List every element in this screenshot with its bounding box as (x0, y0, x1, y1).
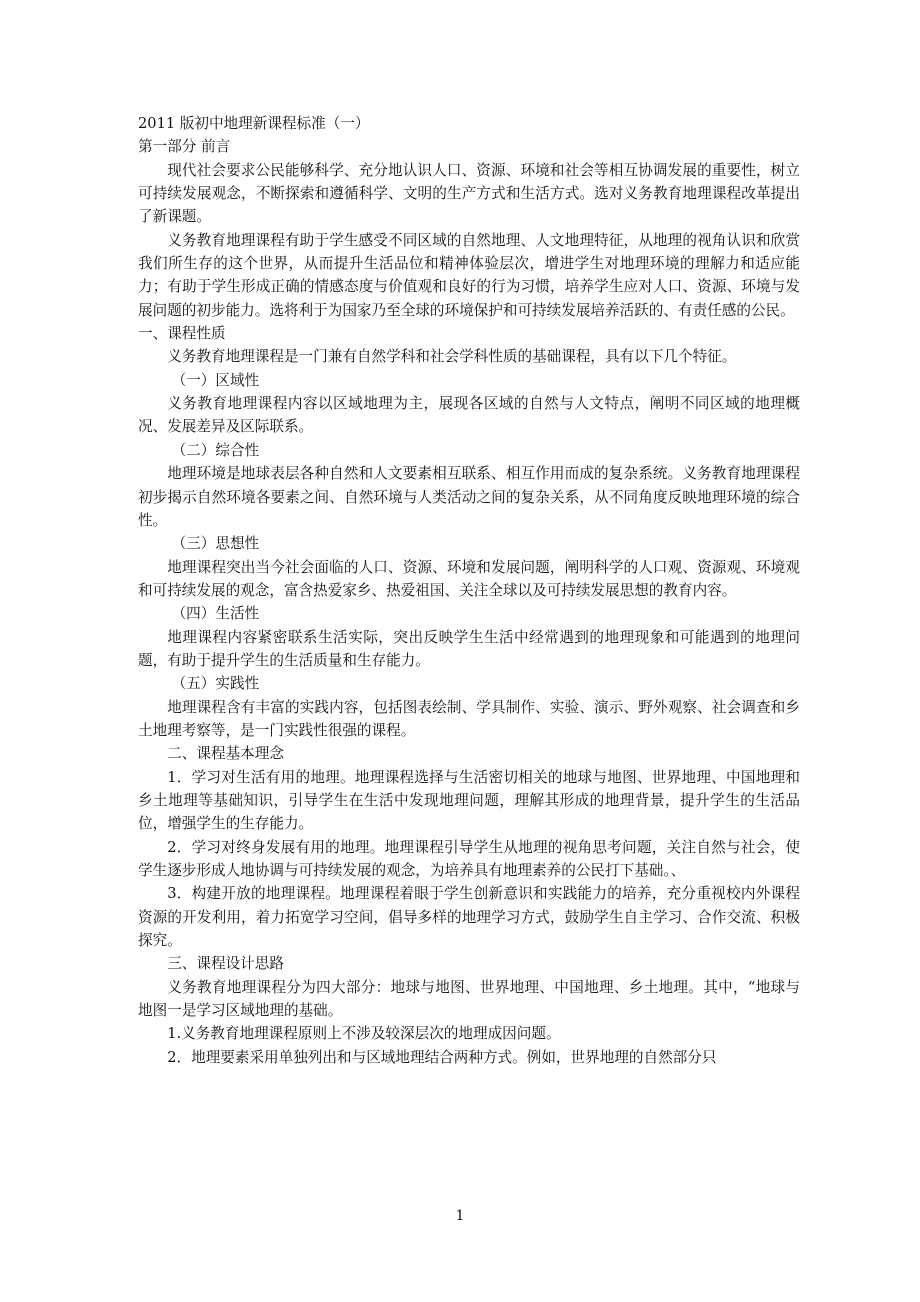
design-intro: 义务教育地理课程分为四大部分：地球与地图、世界地理、中国地理、乡土地理。其中，“地球与地图一是学习区域地理的基础。 (138, 978, 800, 1020)
concept-item: 1．学习对生活有用的地理。地理课程选择与生活密切相关的地球与地图、世界地理、中国地理和乡土地理等基础知识，引导学生在生活中发现地理问题，理解其形成的地理背景，提升学生的生活品位，增强学生的生存能力。 (138, 768, 800, 833)
preface-paragraph: 义务教育地理课程有助于学生感受不同区域的自然地理、人文地理特征，从地理的视角认识和欣赏我们所生存的这个世界，从而提升生活品位和精神体验层次，增进学生对地理环境的理解力和适应能力；有助于学生形成正确的情感态度与价值观和良好的行为习惯，培养学生应对人口、资源、环境与发展问题的初步能力。选将利于为国家乃至全球的环境保护和可持续发展培养活跃的、有责任感的公民。 (138, 231, 800, 319)
concept-item: 2．学习对终身发展有用的地理。地理课程引导学生从地理的视角思考问题，关注自然与社会，使学生逐步形成人地协调与可持续发展的观念，为培养具有地理素养的公民打下基础。、 (138, 838, 800, 879)
paragraph-practice: 地理课程含有丰富的实践内容，包括图表绘制、学具制作、实验、演示、野外观察、社会调查和乡土地理考察等，是一门实践性很强的课程。 (138, 698, 800, 739)
paragraph-life: 地理课程内容紧密联系生活实际，突出反映学生生活中经常遇到的地理现象和可能遇到的地理问题，有助于提升学生的生活质量和生存能力。 (138, 628, 800, 669)
concept-item: 3．构建开放的地理课程。地理课程着眼于学生创新意识和实践能力的培养，充分重视校内外课程资源的开发利用，着力拓宽学习空间，倡导多样的地理学习方式，鼓励学生自主学习、合作交流、积极探究。 (138, 885, 800, 950)
design-item: 2．地理要素采用单独列出和与区域地理结合两种方式。例如，世界地理的自然部分只 (167, 1048, 717, 1066)
paragraph-ideological: 地理课程突出当今社会面临的人口、资源、环境和发展问题，阐明科学的人口观、资源观、环境观和可持续发展的观念，富含热爱家乡、热爱祖国、关注全球以及可持续发展思想的教育内容。 (138, 558, 800, 599)
section-heading-nature: 一、课程性质 (138, 325, 226, 343)
preface-paragraph: 现代社会要求公民能够科学、充分地认识人口、资源、环境和社会等相互协调发展的重要性，树立可持续发展观念，不断探索和遵循科学、文明的生产方式和生活方式。选对义务教育地理课程改革提出了新课题。 (138, 161, 800, 226)
section-heading-concepts: 二、课程基本理念 (167, 745, 284, 763)
design-item: 1.义务教育地理课程原则上不涉及较深层次的地理成因问题。 (167, 1025, 561, 1043)
document-title: 2011 版初中地理新课程标准（一） (138, 115, 370, 132)
subheading-life: （四）生活性 (171, 605, 260, 623)
subheading-comprehensive: （二）综合性 (171, 441, 260, 459)
document-page (138, 112, 800, 1069)
subheading-regional: （一）区域性 (171, 371, 260, 389)
section-intro: 义务教育地理课程是一门兼有自然学科和社会学科性质的基础课程，具有以下几个特征。 (167, 348, 737, 366)
paragraph-regional: 义务教育地理课程内容以区域地理为主，展现各区域的自然与人文特点，阐明不同区域的地理概况、发展差异及区际联系。 (138, 395, 800, 436)
subheading-ideological: （三）思想性 (171, 535, 260, 553)
section-heading-design: 三、课程设计思路 (167, 955, 284, 973)
page-number: 1 (455, 1208, 465, 1224)
paragraph-comprehensive: 地理环境是地球表层各种自然和人文要素相互联系、相互作用而成的复杂系统。义务教育地理课程初步揭示自然环境各要素之间、自然环境与人类活动之间的复杂关系，从不同角度反映地理环境的综合性。 (138, 465, 800, 529)
subheading-practice: （五）实践性 (171, 675, 260, 693)
part-heading: 第一部分 前言 (138, 138, 231, 156)
